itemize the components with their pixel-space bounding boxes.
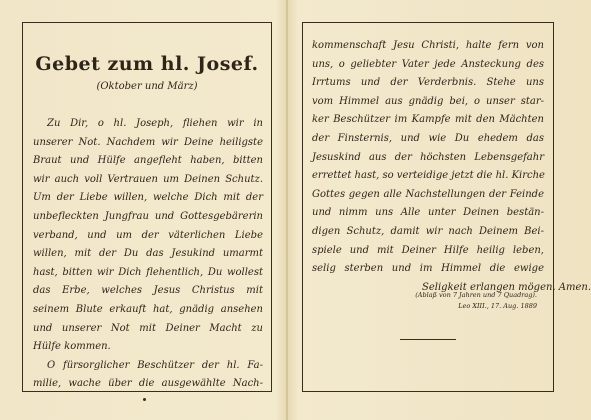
text-line: O fürsorglicher Beschützer der hl. Fa- xyxy=(47,359,263,371)
right-prayer-text xyxy=(312,37,591,297)
text-line: vom Himmel aus gnädig bei, o unser star- xyxy=(312,95,544,107)
text-line: milie, wache über die ausgewählte Nach- xyxy=(33,378,263,390)
closing-rule xyxy=(400,339,456,340)
indulgence-note: (Ablaß von 7 Jahren und 7 Quadrag). xyxy=(415,291,537,299)
text-line: spiele und mit Deiner Hilfe heilig leben, xyxy=(312,244,544,256)
text-line: ker Beschützer im Kampfe mit den Mächten xyxy=(312,114,544,126)
text-line: unbefleckten Jungfrau und Gottesgebärerin xyxy=(33,210,263,222)
center-fold xyxy=(286,0,288,420)
text-line: Braut und Hülfe angefleht haben, bitten xyxy=(33,155,263,167)
text-line: und unserer Not mit Deiner Macht zu xyxy=(33,322,263,334)
text-line: verband, und um der väterlichen Liebe xyxy=(33,229,263,241)
prayer-subtitle: (Oktober und März) xyxy=(96,81,198,92)
text-line: uns, o geliebter Vater jede Ansteckung des xyxy=(312,58,544,70)
left-prayer-text xyxy=(33,115,263,394)
page-dot-mark xyxy=(143,398,146,401)
text-line: und nimm uns Alle unter Deinen bestän- xyxy=(312,207,544,219)
text-line: selig sterben und im Himmel die ewige xyxy=(312,263,544,275)
text-line: Hülfe kommen. xyxy=(33,341,111,353)
text-line: Zu Dir, o hl. Joseph, fliehen wir in xyxy=(47,118,263,129)
text-line: errettet hast, so verteidige jetzt die hl. Kirche xyxy=(312,170,545,182)
text-line: seinem Blute erkauft hat, gnädig ansehen xyxy=(33,303,263,315)
text-line: Gottes gegen alle Nachstellungen der Feinde xyxy=(312,188,544,200)
text-line: der Finsternis, und wie Du ehedem das xyxy=(312,132,544,144)
text-line: Seligkeit erlangen mögen. Amen. xyxy=(422,281,591,293)
right-page xyxy=(302,22,591,392)
text-line: Um der Liebe willen, welche Dich mit der xyxy=(33,192,263,204)
left-page xyxy=(22,22,272,392)
prayer-title: Gebet zum hl. Josef. xyxy=(35,53,259,75)
text-line: hast, bitten wir Dich flehentlich, Du wollest xyxy=(33,266,263,278)
text-line: Jesuskind aus der höchsten Lebensgefahr xyxy=(312,151,544,163)
text-line: digen Schutz, damit wir nach Deinem Bei- xyxy=(312,225,544,237)
text-line: kommenschaft Jesu Christi, halte fern von xyxy=(312,40,544,51)
text-line: Irrtums und der Verderbnis. Stehe uns xyxy=(312,77,544,89)
text-line: unserer Not. Nachdem wir Deine heiligste xyxy=(33,136,263,148)
text-line: wir auch voll Vertrauen um Deinen Schutz. xyxy=(33,173,263,185)
text-line: das Erbe, welches Jesus Christus mit xyxy=(33,285,263,297)
text-line: willen, mit der Du das Jesukind umarmt xyxy=(33,248,263,260)
papal-attribution: Leo XIII., 17. Aug. 1889 xyxy=(458,302,537,310)
